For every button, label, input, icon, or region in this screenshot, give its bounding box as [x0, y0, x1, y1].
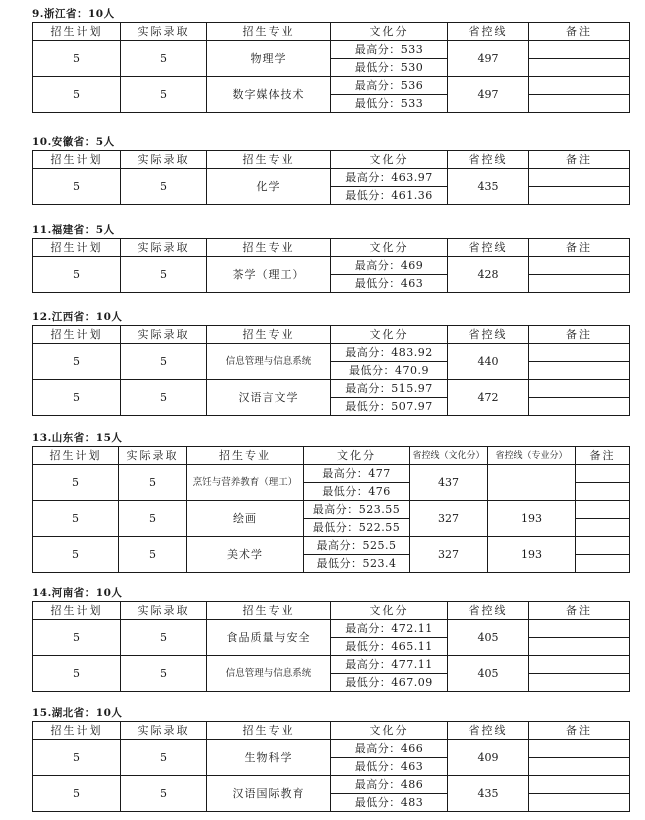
header-remark: 备注	[529, 23, 630, 41]
admitted-cell: 5	[119, 537, 187, 573]
table-row	[33, 380, 630, 398]
low-score-cell: 最低分：463	[331, 275, 448, 293]
high-score-cell: 最高分：523.55	[304, 501, 410, 519]
section-title: 11.福建省：5人	[32, 224, 115, 236]
plan-cell: 5	[33, 380, 121, 416]
admitted-cell: 5	[121, 169, 207, 205]
table-row	[33, 656, 630, 674]
table-row	[33, 77, 630, 95]
section-title: 10.安徽省：5人	[32, 136, 115, 148]
header-plan: 招生计划	[33, 722, 121, 740]
high-score-cell: 最高分：525.5	[304, 537, 410, 555]
header-score: 文化分	[331, 151, 448, 169]
table-row	[33, 465, 630, 483]
admission-table	[32, 446, 630, 573]
table-header-row	[33, 23, 630, 41]
admitted-cell: 5	[121, 344, 207, 380]
plan-cell: 5	[33, 656, 121, 692]
section-title: 12.江西省：10人	[32, 311, 123, 323]
section-title: 15.湖北省：10人	[32, 707, 123, 719]
admitted-cell: 5	[121, 77, 207, 113]
control-line-culture-cell: 327	[410, 501, 488, 537]
remark-cell	[529, 398, 630, 416]
remark-cell	[529, 638, 630, 656]
header-major: 招生专业	[207, 23, 331, 41]
table-header-row	[33, 326, 630, 344]
low-score-cell: 最低分：470.9	[331, 362, 448, 380]
table-row	[33, 776, 630, 794]
table-header-row	[33, 722, 630, 740]
control-line-culture-cell: 437	[410, 465, 488, 501]
remark-cell	[576, 465, 630, 483]
remark-cell	[529, 674, 630, 692]
admission-table	[32, 238, 630, 293]
table-row	[33, 169, 630, 187]
remark-cell	[529, 257, 630, 275]
high-score-cell: 最高分：466	[331, 740, 448, 758]
low-score-cell: 最低分：476	[304, 483, 410, 501]
remark-cell	[576, 501, 630, 519]
plan-cell: 5	[33, 344, 121, 380]
plan-cell: 5	[33, 465, 119, 501]
low-score-cell: 最低分：533	[331, 95, 448, 113]
high-score-cell: 最高分：463.97	[331, 169, 448, 187]
table-row	[33, 620, 630, 638]
section-title: 13.山东省：15人	[32, 432, 123, 444]
high-score-cell: 最高分：477.11	[331, 656, 448, 674]
admitted-cell: 5	[119, 501, 187, 537]
table-header-row	[33, 447, 630, 465]
plan-cell: 5	[33, 501, 119, 537]
header-remark: 备注	[529, 239, 630, 257]
table-row	[33, 740, 630, 758]
remark-cell	[529, 59, 630, 77]
header-control-line-major: 省控线（专业分）	[488, 447, 576, 465]
plan-cell: 5	[33, 740, 121, 776]
header-admitted: 实际录取	[121, 151, 207, 169]
admission-table	[32, 325, 630, 416]
remark-cell	[529, 169, 630, 187]
remark-cell	[529, 740, 630, 758]
plan-cell: 5	[33, 257, 121, 293]
header-control-line: 省控线	[448, 23, 529, 41]
major-cell: 食品质量与安全	[207, 620, 331, 656]
control-line-culture-cell: 327	[410, 537, 488, 573]
header-score: 文化分	[331, 602, 448, 620]
plan-cell: 5	[33, 620, 121, 656]
remark-cell	[529, 187, 630, 205]
low-score-cell: 最低分：467.09	[331, 674, 448, 692]
header-major: 招生专业	[207, 326, 331, 344]
major-cell: 烹饪与营养教育（理工）	[187, 465, 304, 501]
high-score-cell: 最高分：483.92	[331, 344, 448, 362]
major-cell: 绘画	[187, 501, 304, 537]
major-cell: 化学	[207, 169, 331, 205]
remark-cell	[529, 794, 630, 812]
admitted-cell: 5	[119, 465, 187, 501]
header-score: 文化分	[331, 23, 448, 41]
header-control-line: 省控线	[448, 602, 529, 620]
header-major: 招生专业	[207, 602, 331, 620]
admitted-cell: 5	[121, 776, 207, 812]
control-line-major-cell	[488, 465, 576, 501]
remark-cell	[529, 656, 630, 674]
table-row	[33, 501, 630, 519]
high-score-cell: 最高分：486	[331, 776, 448, 794]
header-major: 招生专业	[187, 447, 304, 465]
remark-cell	[529, 77, 630, 95]
major-cell: 数字媒体技术	[207, 77, 331, 113]
plan-cell: 5	[33, 41, 121, 77]
header-major: 招生专业	[207, 722, 331, 740]
plan-cell: 5	[33, 537, 119, 573]
major-cell: 信息管理与信息系统	[207, 344, 331, 380]
table-row	[33, 41, 630, 59]
header-admitted: 实际录取	[121, 23, 207, 41]
low-score-cell: 最低分：483	[331, 794, 448, 812]
remark-cell	[576, 483, 630, 501]
table-row	[33, 537, 630, 555]
header-admitted: 实际录取	[119, 447, 187, 465]
header-remark: 备注	[529, 602, 630, 620]
admitted-cell: 5	[121, 656, 207, 692]
header-plan: 招生计划	[33, 23, 121, 41]
plan-cell: 5	[33, 77, 121, 113]
header-plan: 招生计划	[33, 151, 121, 169]
table-header-row	[33, 602, 630, 620]
control-line-cell: 472	[448, 380, 529, 416]
major-cell: 生物科学	[207, 740, 331, 776]
remark-cell	[576, 555, 630, 573]
header-control-line-culture: 省控线（文化分）	[410, 447, 488, 465]
header-major: 招生专业	[207, 239, 331, 257]
control-line-cell: 497	[448, 77, 529, 113]
low-score-cell: 最低分：461.36	[331, 187, 448, 205]
header-remark: 备注	[576, 447, 630, 465]
admitted-cell: 5	[121, 740, 207, 776]
header-score: 文化分	[331, 722, 448, 740]
major-cell: 汉语言文学	[207, 380, 331, 416]
header-admitted: 实际录取	[121, 239, 207, 257]
control-line-cell: 428	[448, 257, 529, 293]
high-score-cell: 最高分：515.97	[331, 380, 448, 398]
plan-cell: 5	[33, 776, 121, 812]
remark-cell	[529, 275, 630, 293]
table-header-row	[33, 239, 630, 257]
remark-cell	[529, 95, 630, 113]
admission-table	[32, 22, 630, 113]
admitted-cell: 5	[121, 257, 207, 293]
header-admitted: 实际录取	[121, 722, 207, 740]
header-plan: 招生计划	[33, 326, 121, 344]
admitted-cell: 5	[121, 380, 207, 416]
high-score-cell: 最高分：469	[331, 257, 448, 275]
major-cell: 信息管理与信息系统	[207, 656, 331, 692]
control-line-cell: 435	[448, 169, 529, 205]
control-line-major-cell: 193	[488, 537, 576, 573]
header-plan: 招生计划	[33, 239, 121, 257]
table-row	[33, 257, 630, 275]
control-line-cell: 497	[448, 41, 529, 77]
admission-table	[32, 150, 630, 205]
low-score-cell: 最低分：463	[331, 758, 448, 776]
header-control-line: 省控线	[448, 326, 529, 344]
table-row	[33, 344, 630, 362]
header-control-line: 省控线	[448, 239, 529, 257]
header-control-line: 省控线	[448, 722, 529, 740]
table-header-row	[33, 151, 630, 169]
remark-cell	[529, 41, 630, 59]
header-control-line: 省控线	[448, 151, 529, 169]
header-remark: 备注	[529, 151, 630, 169]
control-line-cell: 405	[448, 620, 529, 656]
admitted-cell: 5	[121, 620, 207, 656]
remark-cell	[529, 776, 630, 794]
header-score: 文化分	[331, 326, 448, 344]
high-score-cell: 最高分：533	[331, 41, 448, 59]
header-score: 文化分	[331, 239, 448, 257]
high-score-cell: 最高分：536	[331, 77, 448, 95]
header-major: 招生专业	[207, 151, 331, 169]
major-cell: 物理学	[207, 41, 331, 77]
header-remark: 备注	[529, 722, 630, 740]
admission-table	[32, 601, 630, 692]
remark-cell	[529, 620, 630, 638]
section-title: 9.浙江省：10人	[32, 8, 115, 20]
header-score: 文化分	[304, 447, 410, 465]
remark-cell	[529, 344, 630, 362]
low-score-cell: 最低分：522.55	[304, 519, 410, 537]
admission-table	[32, 721, 630, 812]
high-score-cell: 最高分：472.11	[331, 620, 448, 638]
low-score-cell: 最低分：523.4	[304, 555, 410, 573]
control-line-cell: 435	[448, 776, 529, 812]
control-line-major-cell: 193	[488, 501, 576, 537]
header-admitted: 实际录取	[121, 602, 207, 620]
remark-cell	[529, 380, 630, 398]
low-score-cell: 最低分：465.11	[331, 638, 448, 656]
header-plan: 招生计划	[33, 602, 121, 620]
header-plan: 招生计划	[33, 447, 119, 465]
plan-cell: 5	[33, 169, 121, 205]
high-score-cell: 最高分：477	[304, 465, 410, 483]
remark-cell	[529, 758, 630, 776]
control-line-cell: 409	[448, 740, 529, 776]
remark-cell	[576, 537, 630, 555]
remark-cell	[576, 519, 630, 537]
control-line-cell: 440	[448, 344, 529, 380]
low-score-cell: 最低分：530	[331, 59, 448, 77]
admitted-cell: 5	[121, 41, 207, 77]
remark-cell	[529, 362, 630, 380]
control-line-cell: 405	[448, 656, 529, 692]
major-cell: 汉语国际教育	[207, 776, 331, 812]
major-cell: 美术学	[187, 537, 304, 573]
section-title: 14.河南省：10人	[32, 587, 123, 599]
header-remark: 备注	[529, 326, 630, 344]
header-admitted: 实际录取	[121, 326, 207, 344]
major-cell: 茶学（理工）	[207, 257, 331, 293]
low-score-cell: 最低分：507.97	[331, 398, 448, 416]
